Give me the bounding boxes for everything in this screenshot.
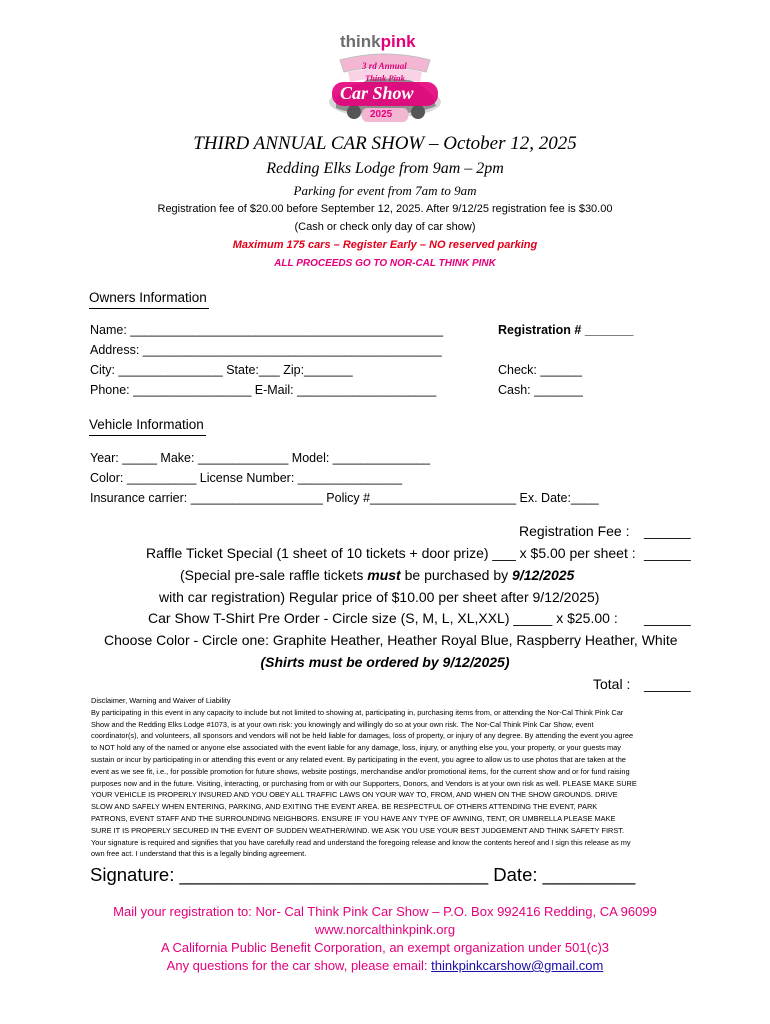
total-blank[interactable]: ______ (644, 676, 691, 692)
presale-date: 9/12/2025 (512, 567, 575, 583)
event-title: THIRD ANNUAL CAR SHOW – October 12, 2025 (193, 133, 577, 154)
owners-info-heading: Owners Information (89, 288, 209, 309)
nonprofit-statement: A California Public Benefit Corporation, an exempt organization under 501(c)3 (160, 940, 610, 955)
disclaimer-line: By participating in this event in any capacity to include but not limited to showing at, participating in, purchasing items from, or attending the Nor-Cal Think Pink Car (91, 707, 624, 717)
logo-ribbon-line3: Car Show (340, 83, 414, 103)
registration-number-field[interactable]: Registration # _______ (498, 323, 634, 337)
address-field[interactable]: Address: ___________________________________________ (90, 343, 442, 357)
regular-raffle-price-line: with car registration) Regular price of $10.00 per sheet after 9/12/2025) (159, 589, 600, 605)
presale-raffle-line (180, 567, 574, 583)
disclaimer-line: purposes now and in the future. Visiting, interacting, or purchasing from or with our Supporters, Donors, and Vendors is at your own risk as well. PLEASE MAKE SURE (91, 778, 637, 788)
parking-line: Parking for event from 7am to 9am (293, 183, 477, 198)
presale-must: must (367, 567, 401, 583)
disclaimer-line: to NOT hold any of the named or anyone else associated with the event liable for any damage, loss, injury, or anything else you, your property, or your guests may (91, 743, 621, 753)
disclaimer-line: PATRONS, EVENT STAFF AND THE SURROUNDING NEIGHBORS. ENSURE IF YOU HAVE ANY TYPE OF AWNING, TENT, OR UMBRELLA PLEASE MAKE (91, 813, 616, 823)
raffle-ticket-line: Raffle Ticket Special (1 sheet of 10 tickets + door prize) ___ x $5.00 per sheet : (146, 545, 636, 561)
disclaimer-line: SURE IT IS PROPERLY SECURED IN THE EVENT OF SUDDEN WEATHER/WIND. WE ASK YOU USE YOUR BEST JUDGEMENT AND THINK SAFETY FIRST. (91, 825, 625, 835)
shirt-color-choice: Choose Color - Circle one: Graphite Heather, Heather Royal Blue, Raspberry Heather, White (104, 632, 678, 648)
website-link[interactable]: www.norcalthinkpink.org (314, 922, 456, 937)
presale-mid: be purchased by (400, 567, 513, 583)
disclaimer-block (91, 695, 697, 860)
proceeds-line: ALL PROCEEDS GO TO NOR-CAL THINK PINK (274, 258, 496, 269)
disclaimer-line: Your signature is required and signifies that you have carefully read and understand the foregoing release and know the contents hereof and I sign this release as my (91, 837, 631, 847)
logo-ribbon-line2: Think Pink (365, 73, 405, 83)
registration-fee-blank[interactable]: ______ (644, 523, 691, 539)
max-cars-line: Maximum 175 cars – Register Early – NO reserved parking (232, 239, 538, 251)
color-license-field[interactable]: Color: __________ License Number: _______________ (90, 471, 403, 485)
logo-pink: pink (380, 32, 416, 51)
total-label: Total : (593, 676, 631, 692)
raffle-ticket-blank[interactable]: ______ (644, 545, 691, 561)
disclaimer-line: SLOW AND SAFELY WHEN ENTERING, PARKING, AND EXITING THE EVENT AREA. BE RESPECTFUL OF OTHERS ATTENDING THE EVENT, PARK (91, 802, 598, 812)
cash-field[interactable]: Cash: _______ (498, 383, 583, 397)
registration-fee-line: Registration fee of $20.00 before September 12, 2025. After 9/12/25 registration fee is $30.00 (157, 203, 613, 215)
year-make-model-field[interactable]: Year: _____ Make: _____________ Model: ______________ (90, 451, 431, 465)
disclaimer-line: coordinator(s), and volunteers, all sponsors and vendors will not be held liable for damages, loss of property, or injury of any degree. By attending the event you agree (91, 731, 634, 741)
insurance-field[interactable]: Insurance carrier: ___________________ Policy #_____________________ Ex. Date:____ (90, 491, 599, 505)
check-field[interactable]: Check: ______ (498, 363, 583, 377)
mailing-address: Mail your registration to: Nor- Cal Think Pink Car Show – P.O. Box 992416 Redding, CA 96099 (113, 904, 657, 919)
disclaimer-line: YOUR VEHICLE IS PROPERLY INSURED AND YOU OBEY ALL TRAFFIC LAWS ON YOUR WAY TO, FROM, AND WHEN ON THE SHOW GROUNDS. DRIVE (91, 790, 618, 800)
signature-date-field[interactable]: Signature: ______________________________ Date: _________ (90, 864, 636, 885)
logo-think: think (340, 32, 381, 51)
disclaimer-line: sustain or incur by participating in or attending this event or any related event. By participating in the event, you agree to allow us to use photos that are taken at the (91, 754, 626, 764)
shirt-order-deadline: (Shirts must be ordered by 9/12/2025) (260, 654, 510, 670)
logo-ribbon-year: 2025 (370, 109, 393, 120)
phone-email-field[interactable]: Phone: _________________ E-Mail: ____________________ (90, 383, 437, 397)
contact-email-link[interactable]: thinkpinkcarshow@gmail.com (431, 958, 604, 973)
vehicle-info-heading: Vehicle Information (89, 415, 206, 436)
presale-prefix: (Special pre-sale raffle tickets (180, 567, 368, 583)
disclaimer-line: Disclaimer, Warning and Waiver of Liability (91, 696, 231, 705)
name-field[interactable]: Name: _____________________________________________ (90, 323, 444, 337)
questions-line (0, 958, 770, 973)
disclaimer-line: Show and the Redding Elks Lodge #1073, is at your own risk: you knowingly and willingly do so at your own risk. The Nor-Cal Think Pink Car Show, event (91, 719, 594, 729)
city-state-zip-field[interactable]: City: _______________ State:___ Zip:_______ (90, 363, 353, 377)
event-logo (318, 30, 452, 130)
registration-fee-label: Registration Fee : (519, 523, 630, 539)
cash-check-line: (Cash or check only day of car show) (294, 221, 476, 233)
logo-ribbon-line1: 3 rd Annual (362, 61, 407, 71)
event-subtitle: Redding Elks Lodge from 9am – 2pm (266, 160, 504, 177)
disclaimer-line: own free act. I understand that this is a legally binding agreement. (91, 849, 307, 859)
disclaimer-line: event as we see fit, i.e., for possible promotion for future shows, website postings, merchandise and/or promotional items, for the current show and or for fund raising (91, 766, 630, 776)
tshirt-preorder-line: Car Show T-Shirt Pre Order - Circle size (S, M, L, XL,XXL) _____ x $25.00 : (148, 610, 618, 626)
questions-prefix: Any questions for the car show, please email: (166, 958, 432, 973)
logo-wordmark (340, 32, 416, 52)
tshirt-preorder-blank[interactable]: ______ (644, 610, 691, 626)
